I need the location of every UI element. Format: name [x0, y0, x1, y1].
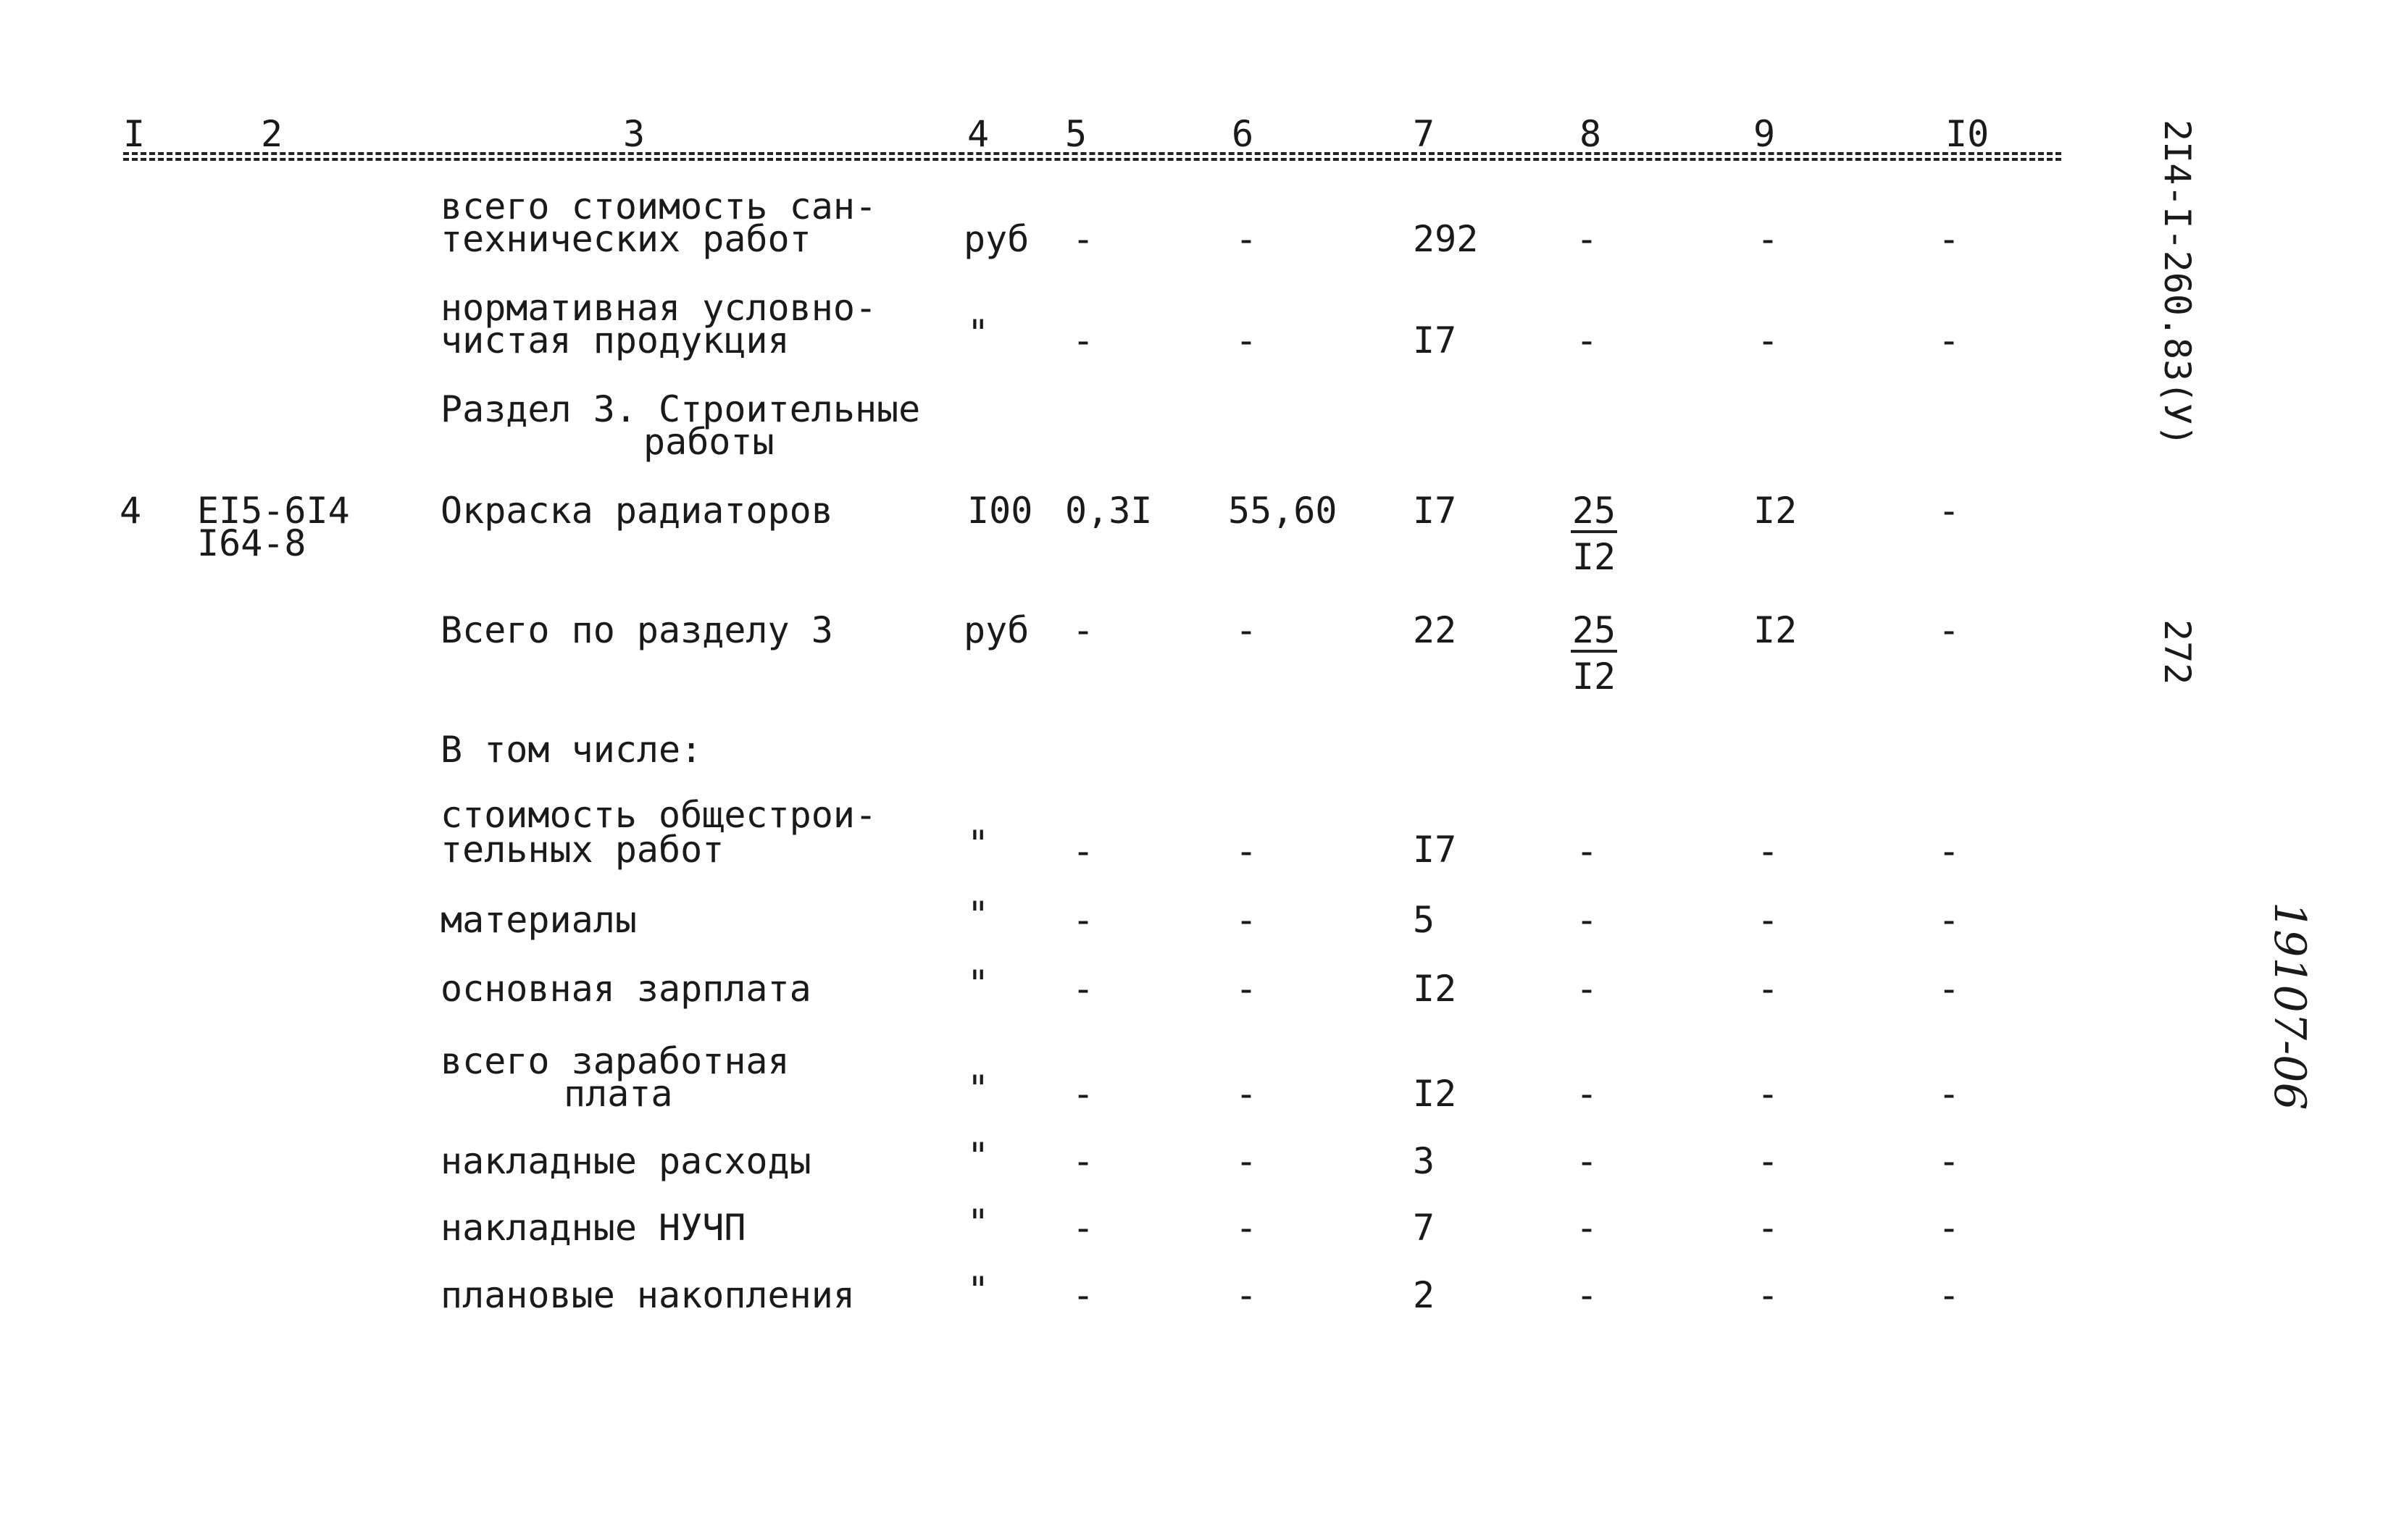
- row7-col7: 5: [1413, 899, 1435, 941]
- row4-col8-fraction: [1565, 490, 1623, 578]
- row12-col5: -: [1072, 1274, 1095, 1316]
- total-col9: I2: [1753, 609, 1798, 651]
- col-header-2: 2: [261, 113, 283, 155]
- row2-col5: -: [1072, 319, 1095, 361]
- row10-col8: -: [1576, 1140, 1598, 1182]
- col-header-10: I0: [1945, 113, 1990, 155]
- row10-col6: -: [1235, 1140, 1258, 1182]
- row12-col8: -: [1576, 1274, 1598, 1316]
- row7-name: материалы: [441, 899, 637, 941]
- section-heading-line1: Раздел 3. Строительные: [441, 388, 921, 430]
- row1-name-line2: технических работ: [441, 218, 811, 260]
- row11-col5: -: [1072, 1207, 1095, 1249]
- row9-col7: I2: [1413, 1073, 1457, 1115]
- row4-code-line2: I64-8: [197, 522, 306, 564]
- row4-col7: I7: [1413, 490, 1457, 532]
- total-name: Всего по разделу 3: [441, 609, 833, 651]
- row1-col10: -: [1938, 218, 1961, 260]
- row7-col9: -: [1757, 899, 1779, 941]
- row6-name-line2: тельных работ: [441, 829, 725, 871]
- row12-col7: 2: [1413, 1274, 1435, 1316]
- row9-name-line1: всего заработная: [441, 1040, 790, 1082]
- row9-col8: -: [1576, 1073, 1598, 1115]
- row9-unit: ": [967, 1068, 990, 1110]
- row1-col9: -: [1757, 218, 1779, 260]
- handwritten-inventory-number: 19107-06: [2264, 902, 2315, 1110]
- row6-name-line1: стоимость общестрои-: [441, 794, 877, 836]
- row8-col10: -: [1938, 968, 1961, 1010]
- row7-col10: -: [1938, 899, 1961, 941]
- row4-name: Окраска радиаторов: [441, 490, 833, 532]
- row7-col5: -: [1072, 899, 1095, 941]
- row11-col10: -: [1938, 1207, 1961, 1249]
- row7-col6: -: [1235, 899, 1258, 941]
- row1-unit: руб: [964, 218, 1030, 260]
- page-number: 272: [2156, 619, 2198, 685]
- row11-col8: -: [1576, 1207, 1598, 1249]
- row8-col8: -: [1576, 968, 1598, 1010]
- row2-unit: ": [967, 312, 990, 354]
- total-col7: 22: [1413, 609, 1457, 651]
- row8-unit: ": [967, 963, 990, 1005]
- row10-name: накладные расходы: [441, 1140, 811, 1182]
- row8-name: основная зарплата: [441, 968, 811, 1010]
- row8-col7: I2: [1413, 968, 1457, 1010]
- total-col6: -: [1235, 609, 1258, 651]
- row10-col9: -: [1757, 1140, 1779, 1182]
- row2-col8: -: [1576, 319, 1598, 361]
- section-heading-line2: работы: [643, 421, 775, 463]
- including-label: В том числе:: [441, 729, 703, 771]
- row4-unit: I00: [967, 490, 1033, 532]
- col-header-9: 9: [1753, 113, 1776, 155]
- row8-col9: -: [1757, 968, 1779, 1010]
- row6-col6: -: [1235, 830, 1258, 872]
- row9-col5: -: [1072, 1073, 1095, 1115]
- total-col8-denominator: I2: [1571, 656, 1616, 698]
- row6-col10: -: [1938, 830, 1961, 872]
- total-col8-numerator: 25: [1571, 609, 1616, 651]
- row6-col5: -: [1072, 830, 1095, 872]
- row2-name-line1: нормативная условно-: [441, 287, 877, 329]
- row4-col8-numerator: 25: [1571, 490, 1616, 532]
- row12-col10: -: [1938, 1274, 1961, 1316]
- row11-name: накладные НУЧП: [441, 1207, 746, 1249]
- row11-unit: ": [967, 1202, 990, 1244]
- col-header-1: I: [123, 113, 146, 155]
- col-header-7: 7: [1413, 113, 1435, 155]
- row10-col7: 3: [1413, 1140, 1435, 1182]
- row12-col6: -: [1235, 1274, 1258, 1316]
- col-header-4: 4: [967, 113, 990, 155]
- row11-col7: 7: [1413, 1207, 1435, 1249]
- row2-col7: I7: [1413, 319, 1457, 361]
- row9-name-line2: плата: [564, 1073, 673, 1115]
- col-header-3: 3: [623, 113, 646, 155]
- row12-unit: ": [967, 1269, 990, 1311]
- header-rule-bottom: [123, 158, 2061, 161]
- row6-col9: -: [1757, 830, 1779, 872]
- row4-col5: 0,3I: [1065, 490, 1153, 532]
- row10-unit: ": [967, 1135, 990, 1177]
- row1-col6: -: [1235, 218, 1258, 260]
- row9-col10: -: [1938, 1073, 1961, 1115]
- row6-unit: ": [967, 823, 990, 865]
- row8-col5: -: [1072, 968, 1095, 1010]
- row7-unit: ": [967, 894, 990, 936]
- row7-col8: -: [1576, 899, 1598, 941]
- row4-col10: -: [1938, 490, 1961, 532]
- total-col5: -: [1072, 609, 1095, 651]
- row4-col8-denominator: I2: [1571, 536, 1616, 578]
- row1-col7: 292: [1413, 218, 1479, 260]
- row10-col10: -: [1938, 1140, 1961, 1182]
- total-col10: -: [1938, 609, 1961, 651]
- col-header-5: 5: [1065, 113, 1088, 155]
- row4-col6: 55,60: [1228, 490, 1337, 532]
- document-code: 2I4-I-260.83(У): [2156, 120, 2198, 447]
- row6-col8: -: [1576, 830, 1598, 872]
- row12-col9: -: [1757, 1274, 1779, 1316]
- row2-col6: -: [1235, 319, 1258, 361]
- row9-col6: -: [1235, 1073, 1258, 1115]
- row2-col10: -: [1938, 319, 1961, 361]
- row11-col9: -: [1757, 1207, 1779, 1249]
- row9-col9: -: [1757, 1073, 1779, 1115]
- row12-name: плановые накопления: [441, 1274, 855, 1316]
- row1-col8: -: [1576, 218, 1598, 260]
- row6-col7: I7: [1413, 829, 1457, 871]
- header-rule-top: [123, 152, 2061, 155]
- total-col8-fraction: [1565, 609, 1623, 698]
- row8-col6: -: [1235, 968, 1258, 1010]
- row1-name-line1: всего стоимость сан-: [441, 185, 877, 227]
- row4-code-line1: EI5-6I4: [197, 490, 350, 532]
- col-header-6: 6: [1232, 113, 1254, 155]
- row10-col5: -: [1072, 1140, 1095, 1182]
- row4-position-number: 4: [120, 490, 142, 532]
- total-unit: руб: [964, 609, 1030, 651]
- col-header-8: 8: [1579, 113, 1602, 155]
- row11-col6: -: [1235, 1207, 1258, 1249]
- row1-col5: -: [1072, 218, 1095, 260]
- row2-col9: -: [1757, 319, 1779, 361]
- row4-col9: I2: [1753, 490, 1798, 532]
- row2-name-line2: чистая продукция: [441, 319, 790, 361]
